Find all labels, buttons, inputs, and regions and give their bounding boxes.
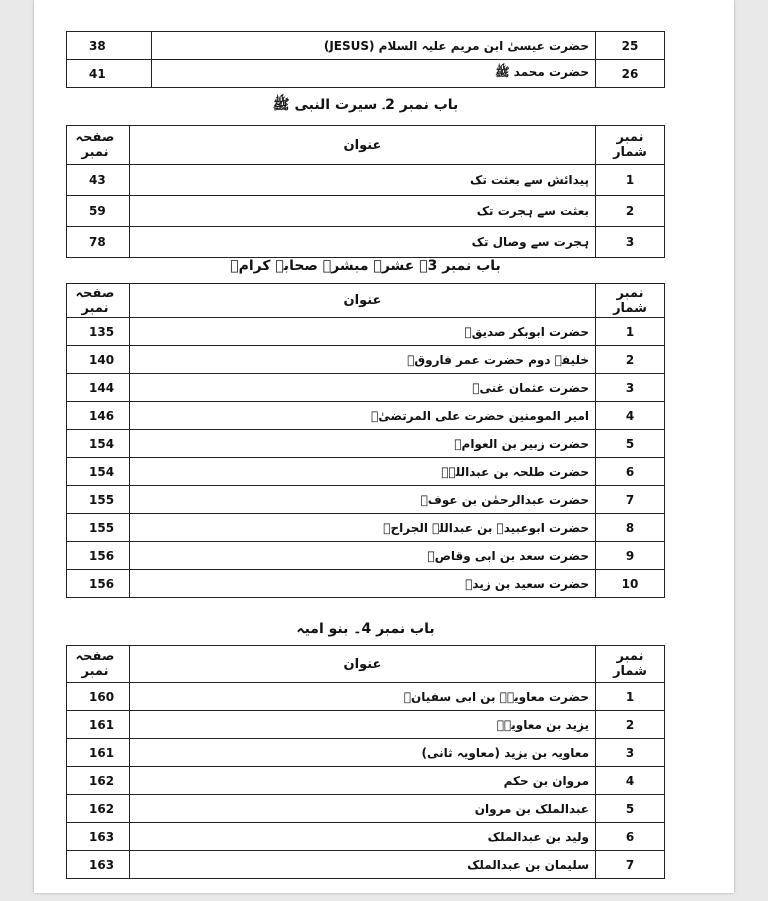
entry-title: عبدالملک بن مروان [130,795,596,823]
table-row [67,514,665,542]
entry-title: حضرت عثمان غنیؓ [130,374,596,402]
page-number: 162 [67,767,130,795]
entry-title: ہجرت سے وصال تک [130,227,596,258]
table-row [67,542,665,570]
serial-number: 10 [596,570,665,598]
page-number: 155 [67,514,130,542]
table-row [67,458,665,486]
column-header-title: عنوان [130,126,596,165]
document-page [34,0,734,893]
column-header-title: عنوان [130,646,596,683]
serial-number: 1 [596,683,665,711]
serial-number: 1 [596,165,665,196]
page-number: 163 [67,851,130,879]
table-row [67,823,665,851]
page-number: 154 [67,430,130,458]
table-row [67,402,665,430]
table-row [67,196,665,227]
page-number: 162 [67,795,130,823]
entry-title: معاویہ بن یزید (معاویہ ثانی) [130,739,596,767]
column-header-page: صفحہ نمبر [67,126,130,165]
table-row [67,32,665,60]
entry-title: پیدائش سے بعثت تک [130,165,596,196]
contents-table-chapter-4 [66,645,665,879]
serial-number: 7 [596,851,665,879]
table-row [67,374,665,402]
chapter-heading: باب نمبر 4۔ بنو امیہ [296,621,435,637]
table-row [67,60,665,88]
page-number: 135 [67,318,130,346]
table-row [67,711,665,739]
serial-number: 2 [596,196,665,227]
table-row [67,767,665,795]
serial-number: 3 [596,227,665,258]
entry-title: خلیفہ دوم حضرت عمر فاروقؓ [130,346,596,374]
contents-table-continued [66,31,665,88]
column-header-page: صفحہ نمبر [67,284,130,318]
page-number: 38 [67,32,152,60]
page-number: 154 [67,458,130,486]
table-row [67,227,665,258]
serial-number: 7 [596,486,665,514]
chapter-heading: باب نمبر 3۔ عشرہ مبشرہ صحابہ کرامؓ [230,258,501,274]
table-row [67,795,665,823]
column-header-serial: نمبر شمار [596,646,665,683]
page-number: 78 [67,227,130,258]
entry-title: حضرت طلحہ بن عبداللہؓ [130,458,596,486]
table-row [67,346,665,374]
page-number: 163 [67,823,130,851]
table-header-row [67,284,665,318]
page-number: 161 [67,711,130,739]
column-header-page: صفحہ نمبر [67,646,130,683]
serial-number: 6 [596,823,665,851]
entry-title: یزید بن معاویہؒ [130,711,596,739]
page-number: 140 [67,346,130,374]
page-number: 156 [67,570,130,598]
entry-title: حضرت عبدالرحمٰن بن عوفؓ [130,486,596,514]
entry-title: حضرت زبیر بن العوامؓ [130,430,596,458]
entry-title: حضرت ابوعبیدہ بن عبداللہ الجراحؓ [130,514,596,542]
serial-number: 5 [596,795,665,823]
serial-number: 4 [596,402,665,430]
entry-title: حضرت محمد ﷺ [152,60,596,88]
serial-number: 8 [596,514,665,542]
page-number: 156 [67,542,130,570]
table-row [67,165,665,196]
table-header-row [67,646,665,683]
page-number: 161 [67,739,130,767]
page-number: 160 [67,683,130,711]
page-number: 43 [67,165,130,196]
chapter-heading: باب نمبر 2۔ سیرت النبی ﷺ [272,97,459,113]
serial-number: 3 [596,374,665,402]
serial-number: 2 [596,711,665,739]
entry-title: سلیمان بن عبدالملک [130,851,596,879]
serial-number: 2 [596,346,665,374]
contents-table-chapter-2 [66,125,665,258]
serial-number: 4 [596,767,665,795]
table-row [67,318,665,346]
serial-number: 6 [596,458,665,486]
serial-number: 25 [596,32,665,60]
page-number: 144 [67,374,130,402]
serial-number: 26 [596,60,665,88]
entry-title: بعثت سے ہجرت تک [130,196,596,227]
page-number: 146 [67,402,130,430]
entry-title: مروان بن حکم [130,767,596,795]
entry-title: حضرت عیسیٰ ابن مریم علیہ السلام (JESUS) [152,32,596,60]
table-row [67,739,665,767]
serial-number: 1 [596,318,665,346]
column-header-title: عنوان [130,284,596,318]
entry-title: حضرت معاویہؓ بن ابی سفیانؓ [130,683,596,711]
table-row [67,486,665,514]
entry-title: امیر المومنین حضرت علی المرتضیٰؓ [130,402,596,430]
serial-number: 9 [596,542,665,570]
serial-number: 3 [596,739,665,767]
page-number: 59 [67,196,130,227]
table-row [67,430,665,458]
entry-title: ولید بن عبدالملک [130,823,596,851]
column-header-serial: نمبر شمار [596,126,665,165]
page-number: 155 [67,486,130,514]
page-number: 41 [67,60,152,88]
table-header-row [67,126,665,165]
entry-title: حضرت ابوبکر صدیقؓ [130,318,596,346]
contents-table-chapter-3 [66,283,665,598]
table-row [67,683,665,711]
entry-title: حضرت سعد بن ابی وقاصؓ [130,542,596,570]
table-row [67,851,665,879]
table-row [67,570,665,598]
serial-number: 5 [596,430,665,458]
column-header-serial: نمبر شمار [596,284,665,318]
entry-title: حضرت سعید بن زیدؓ [130,570,596,598]
